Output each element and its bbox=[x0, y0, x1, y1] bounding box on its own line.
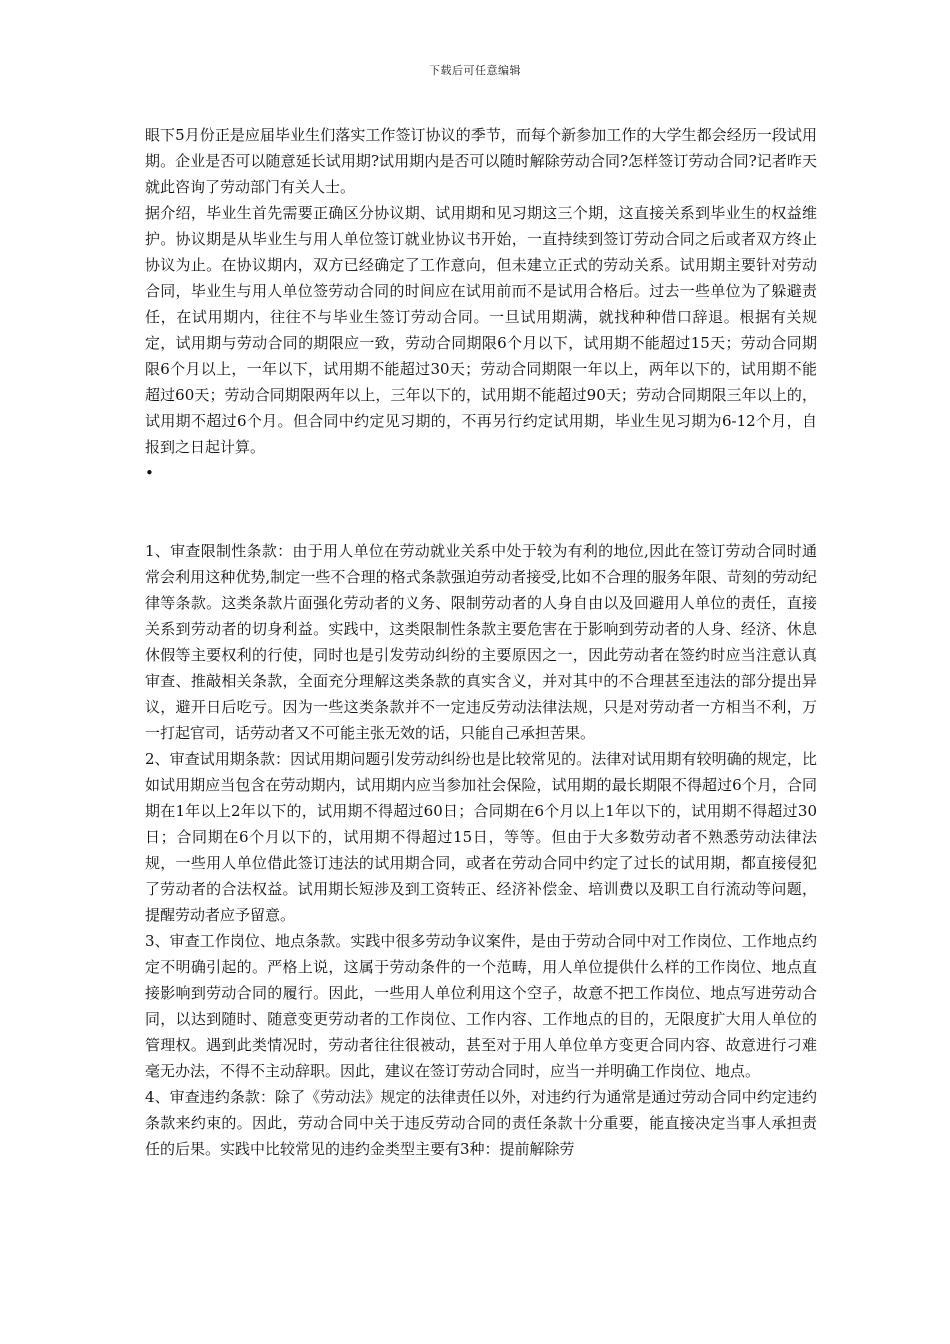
section-paragraph: 1、审查限制性条款：由于用人单位在劳动就业关系中处于较为有利的地位,因此在签订劳动合同时通常会利用这种优势,制定一些不合理的格式条款强迫劳动者接受,比如不合理的服务年限、苛刻的劳动纪律等条款。这类条款片面强化劳动者的义务、限制劳动者的人身自由以及回避用人单位的责任，直接关系到劳动者的切身利益。实践中，这类限制性条款主要危害在于影响到劳动者的人身、经济、休息休假等主要权利的行使，同时也是引发劳动纠纷的主要原因之一，因此劳动者在签约时应当注意认真审查、推敲相关条款，全面充分理解这类条款的真实含义，并对其中的不合理甚至违法的部分提出异议，避开日后吃亏。因为一些这类条款并不一定违反劳动法律法规，只是对劳动者一方相当不利，万一打起官司，话劳动者又不可能主张无效的话，只能自己承担苦果。 bbox=[145, 542, 817, 742]
blank-space bbox=[145, 486, 817, 538]
section-paragraph: 2、审查试用期条款：因试用期问题引发劳动纠纷也是比较常见的。法律对试用期有较明确的规定，比如试用期应当包含在劳动期内，试用期内应当参加社会保险，试用期的最长期限不得超过6个月，合同期在1年以上2年以下的，试用期不得超过60日；合同期在6个月以上1年以下的，试用期不得超过30日；合同期在6个月以下的，试用期不得超过15日，等等。但由于大多数劳动者不熟悉劳动法律法规，一些用人单位借此签订违法的试用期合同，或者在劳动合同中约定了过长的试用期，都直接侵犯了劳动者的合法权益。试用期长短涉及到工资转正、经济补偿金、培训费以及职工自行流动等问题，提醒劳动者应予留意。 bbox=[145, 750, 817, 924]
document-body bbox=[145, 122, 817, 1162]
section-paragraph: 3、审查工作岗位、地点条款。实践中很多劳动争议案件，是由于劳动合同中对工作岗位、工作地点约定不明确引起的。严格上说，这属于劳动条件的一个范畴，用人单位提供什么样的工作岗位、地点直接影响到劳动合同的履行。因此，一些用人单位利用这个空子，故意不把工作岗位、地点写进劳动合同，以达到随时、随意变更劳动者的工作岗位、工作内容、工作地点的目的，无限度扩大用人单位的管理权。遇到此类情况时，劳动者往往很被动，甚至对于用人单位单方变更合同内容、故意进行刁难毫无办法，不得不主动辞职。因此，建议在签订劳动合同时，应当一并明确工作岗位、地点。 bbox=[145, 932, 817, 1080]
intro-paragraph: 据介绍，毕业生首先需要正确区分协议期、试用期和见习期这三个期，这直接关系到毕业生的权益维护。协议期是从毕业生与用人单位签订就业协议书开始，一直持续到签订劳动合同之后或者双方终止协议为止。在协议期内，双方已经确定了工作意向，但未建立正式的劳动关系。试用期主要针对劳动合同，毕业生与用人单位签劳动合同的时间应在试用前而不是试用合格后。过去一些单位为了躲避责任，在试用期内，往往不与毕业生签订劳动合同。一旦试用期满，就找种种借口辞退。根据有关规定，试用期与劳动合同的期限应一致，劳动合同期限6个月以下，试用期不能超过15天；劳动合同期限6个月以上，一年以下，试用期不能超过30天；劳动合同期限一年以上，两年以下的，试用期不能超过60天；劳动合同期限两年以上，三年以下的，试用期不能超过90天；劳动合同期限三年以上的，试用期不超过6个月。但合同中约定见习期的，不再另行约定试用期，毕业生见习期为6-12个月，自报到之日起计算。 bbox=[145, 204, 817, 456]
intro-paragraph: 眼下5月份正是应届毕业生们落实工作签订协议的季节，而每个新参加工作的大学生都会经历一段试用期。企业是否可以随意延长试用期?试用期内是否可以随时解除劳动合同?怎样签订劳动合同?记者昨天就此咨询了劳动部门有关人士。 bbox=[145, 126, 817, 196]
section-paragraph: 4、审查违约条款：除了《劳动法》规定的法律责任以外，对违约行为通常是通过劳动合同中约定违约条款来约束的。因此，劳动合同中关于违反劳动合同的责任条款十分重要，能直接决定当事人承担责任的后果。实践中比较常见的违约金类型主要有3种：提前解除劳 bbox=[145, 1088, 817, 1158]
page-header: 下载后可任意编辑 bbox=[429, 64, 521, 77]
list-bullet: • bbox=[145, 464, 154, 482]
